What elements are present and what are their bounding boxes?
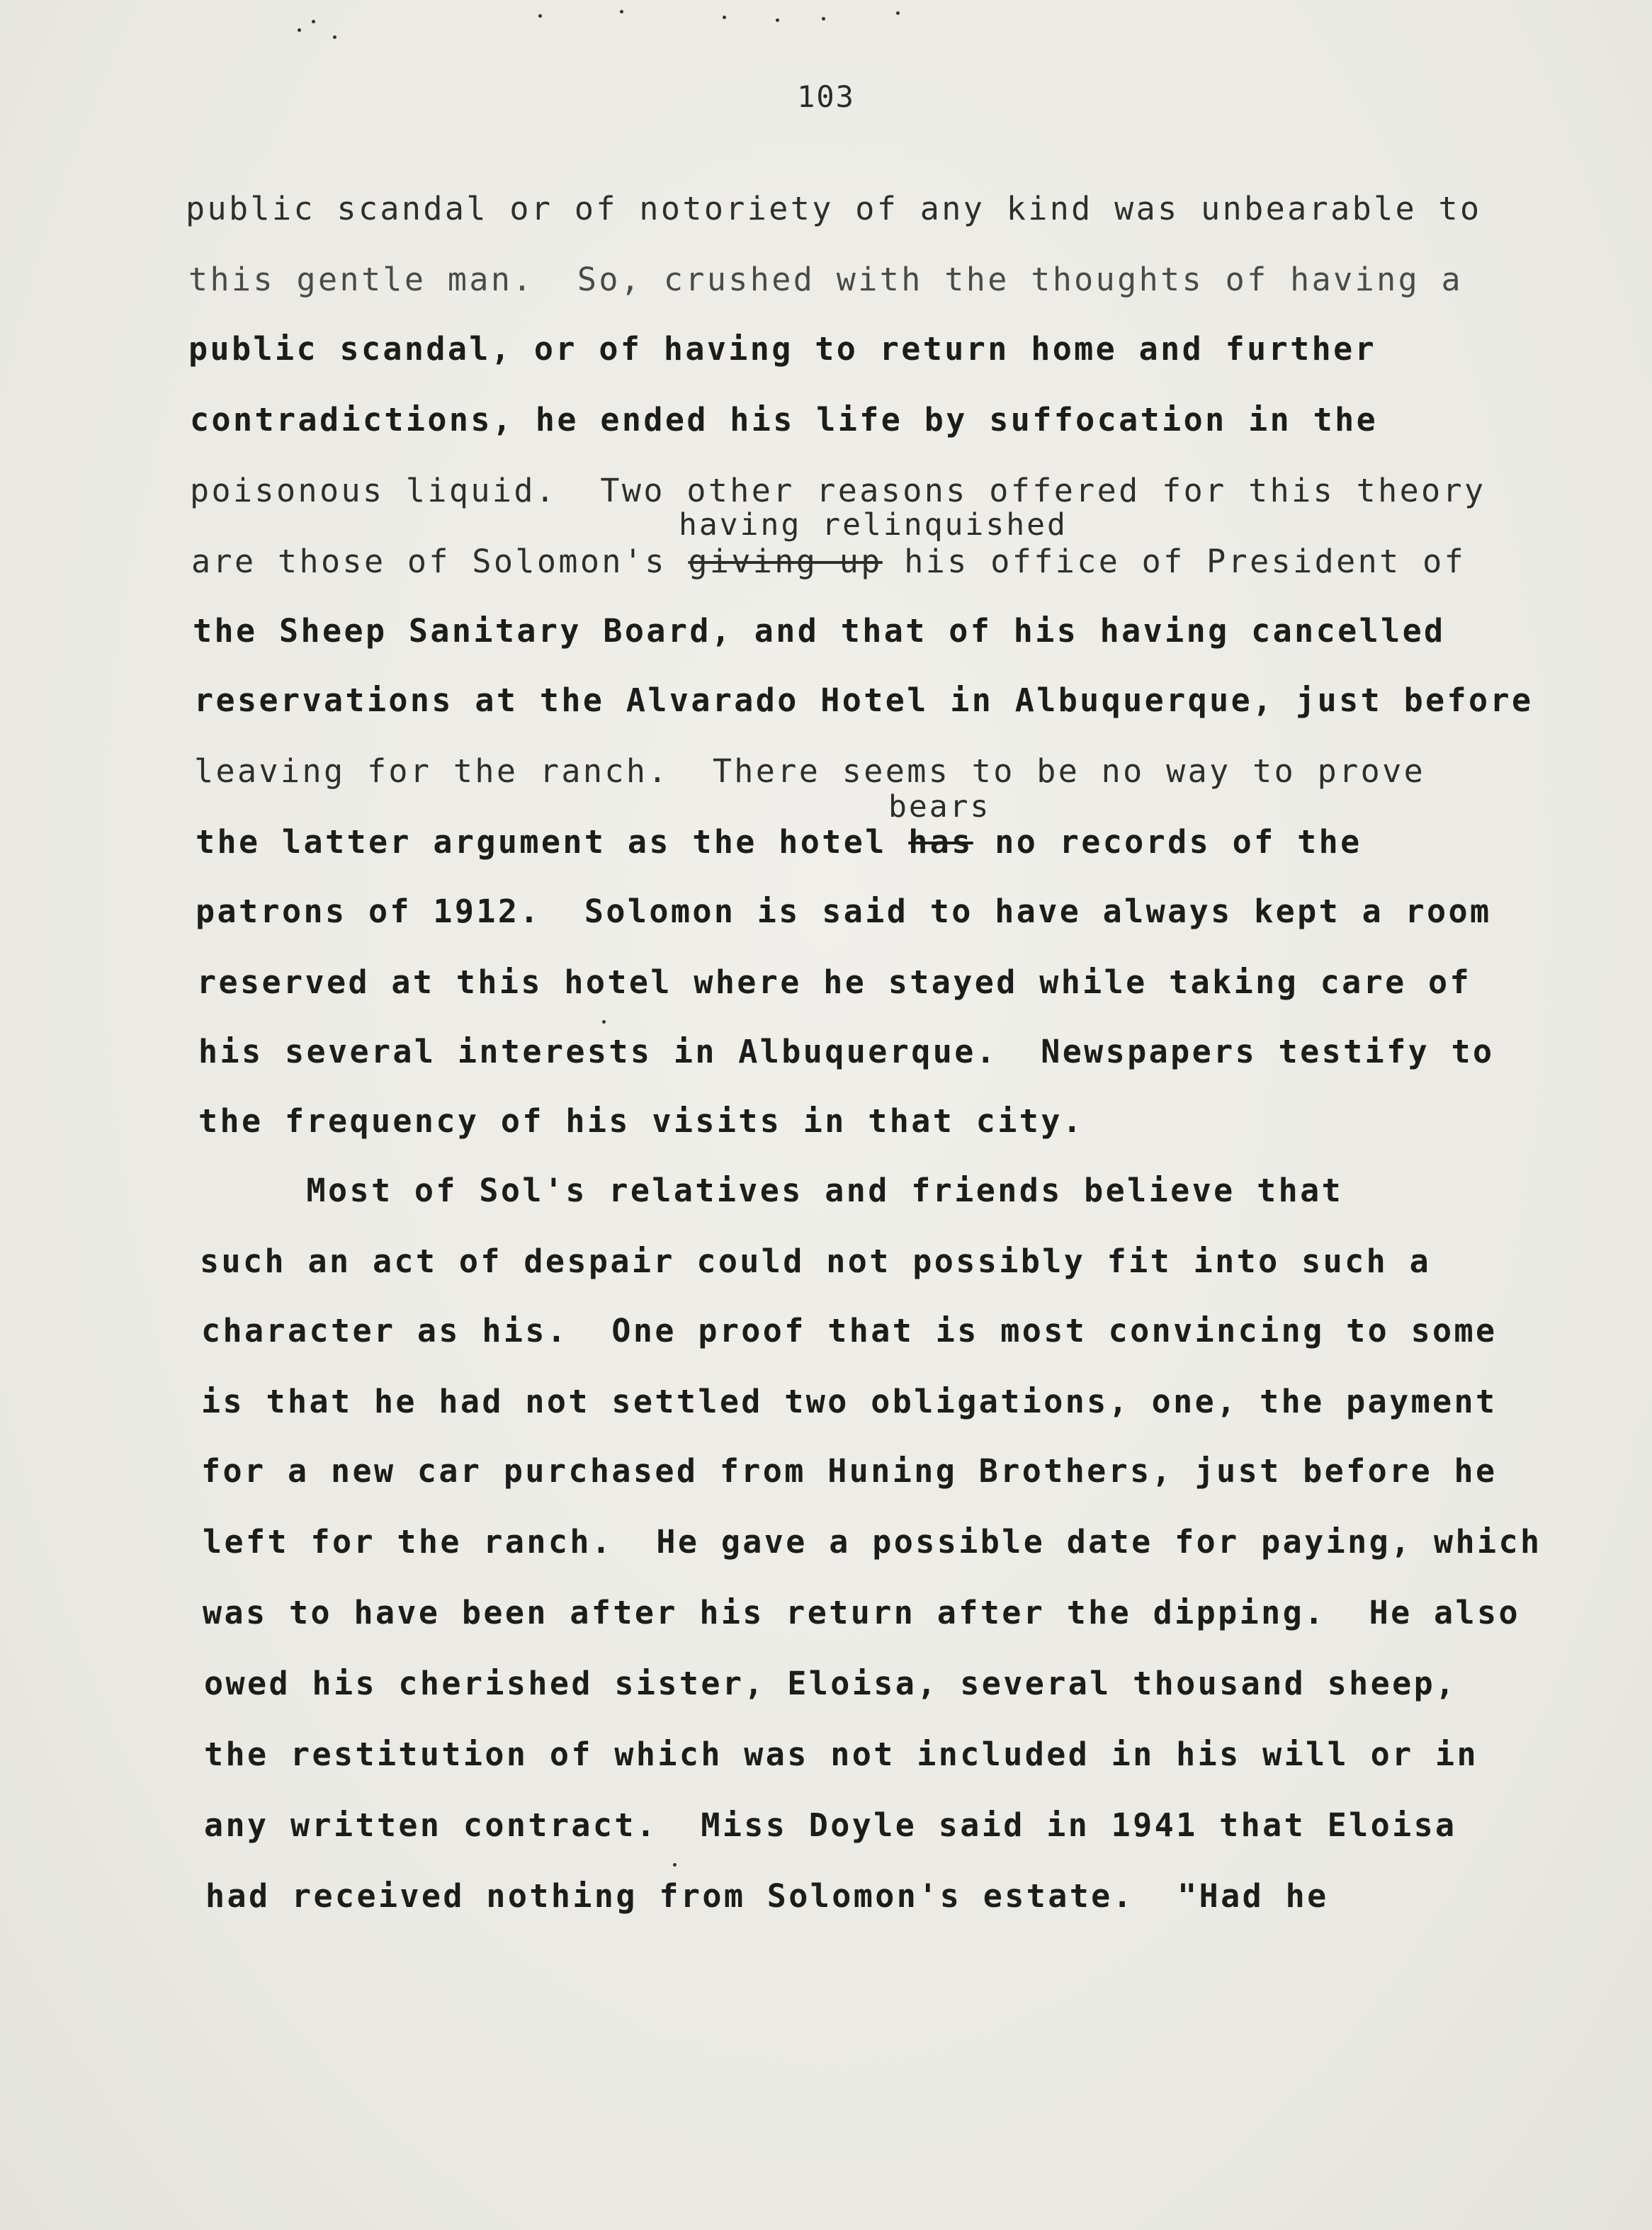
text-line: for a new car purchased from Huning Brothers, just before he [201,1452,1498,1490]
text-line: such an act of despair could not possibly fit into such a [200,1243,1432,1280]
text-line: character as his. One proof that is most convincing to some [201,1312,1498,1349]
text-line: had received nothing from Solomon's estate. "Had he [205,1877,1329,1915]
text-line: are those of Solomon's giving up his office of President of [191,543,1466,580]
text-line: the frequency of his visits in that city. [198,1102,1085,1140]
text-line: left for the ranch. He gave a possible date for paying, which [203,1523,1542,1561]
speck [673,1863,677,1867]
text-line: owed his cherished sister, Eloisa, several thousand sheep, [204,1665,1457,1702]
text-line: contradictions, he ended his life by suffocation in the [190,401,1379,438]
text-line: the latter argument as the hotel has no records of the [196,823,1362,861]
text-line: his several interests in Albuquerque. Newspapers testify to [198,1033,1495,1070]
text-line: leaving for the ranch. There seems to be no way to prove [194,752,1426,790]
speck [538,14,542,18]
speck [298,28,301,32]
text-line: Most of Sol's relatives and friends believe that [198,1172,1344,1209]
text-line: patrons of 1912. Solomon is said to have always kept a room [196,893,1492,930]
handwritten-insertion: bears [888,789,991,825]
speck [723,16,726,19]
text-line: this gentle man. So, crushed with the thoughts of having a [188,261,1464,298]
text-line: is that he had not settled two obligations, one, the payment [201,1383,1498,1420]
text-line: was to have been after his return after the dipping. He also [203,1594,1521,1631]
struck-text: giving up [688,543,883,580]
text-line: public scandal or of notoriety of any kind was unbearable to [186,190,1482,227]
text-line: public scandal, or of having to return home and further [188,330,1377,368]
text-line: any written contract. Miss Doyle said in 1941 that Eloisa [204,1806,1457,1844]
text-line: the restitution of which was not included in his will or in [204,1736,1479,1773]
speck [822,17,825,21]
text-line: reserved at this hotel where he stayed while taking care of [197,963,1472,1001]
page-number: 103 [797,79,855,114]
text-line: the Sheep Sanitary Board, and that of his having cancelled [193,612,1446,650]
text-line: reservations at the Alvarado Hotel in Albuquerque, just before [194,681,1534,719]
speck [602,1020,606,1024]
speck [333,35,336,39]
struck-text: has [908,823,973,861]
speck [620,10,623,13]
speck [896,11,900,15]
text-line: poisonous liquid. Two other reasons offered for this theory [190,472,1486,509]
speck [776,18,779,22]
speck [312,20,315,23]
handwritten-insertion: having relinquished [679,507,1068,543]
